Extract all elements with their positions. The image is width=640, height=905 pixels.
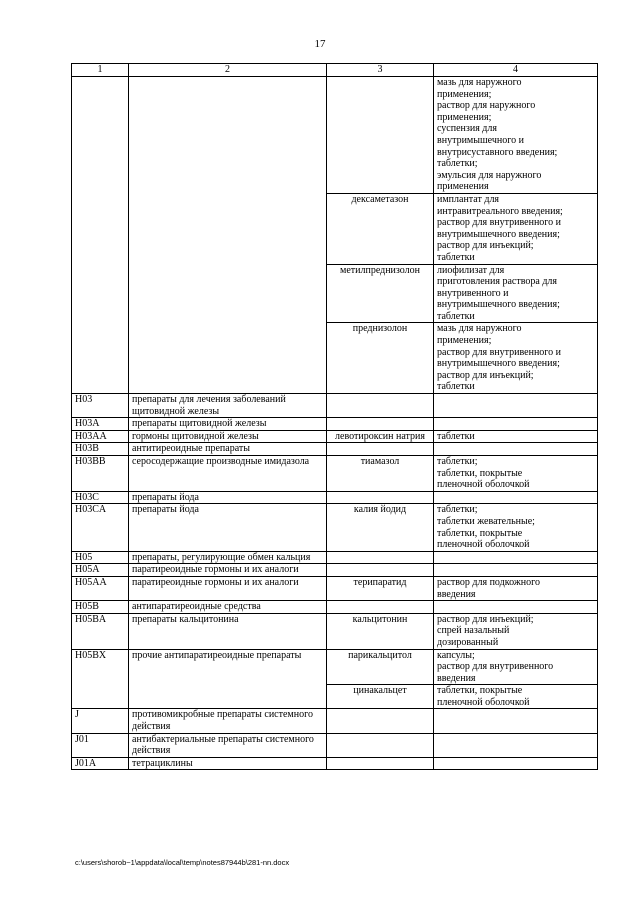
dosage-form-cell: мазь для наружного применения; раствор для наружного применения; суспензия для внутримышечного и внутрисуставного введения; таблетки; эмульсия для наружного применения xyxy=(434,77,598,194)
atc-code-cell: H03A xyxy=(72,418,129,431)
dosage-form-cell: капсулы; раствор для внутривенного введения xyxy=(434,649,598,685)
dosage-form-cell: раствор для инъекций; спрей назальный дозированный xyxy=(434,613,598,649)
dosage-form-cell: раствор для подкожного введения xyxy=(434,576,598,600)
inn-cell xyxy=(327,394,434,418)
anatomical-group-cell: тетрациклины xyxy=(129,757,327,770)
table-row xyxy=(72,613,598,649)
table-body xyxy=(72,77,598,770)
inn-cell: левотироксин натрия xyxy=(327,430,434,443)
table-header-row xyxy=(72,64,598,77)
table-row xyxy=(72,491,598,504)
column-header-inn: 3 xyxy=(327,64,434,77)
table-row xyxy=(72,709,598,733)
inn-cell: терипаратид xyxy=(327,576,434,600)
dosage-form-cell: таблетки, покрытые пленочной оболочкой xyxy=(434,685,598,709)
column-header-code: 1 xyxy=(72,64,129,77)
inn-cell xyxy=(327,601,434,614)
inn-cell xyxy=(327,551,434,564)
dosage-form-cell xyxy=(434,733,598,757)
anatomical-group-cell: антипаратиреоидные средства xyxy=(129,601,327,614)
atc-code-cell: H05B xyxy=(72,601,129,614)
atc-code-cell: H03C xyxy=(72,491,129,504)
table-row xyxy=(72,456,598,492)
dosage-form-cell xyxy=(434,601,598,614)
dosage-form-cell xyxy=(434,443,598,456)
anatomical-group-cell: препараты, регулирующие обмен кальция xyxy=(129,551,327,564)
table-row xyxy=(72,394,598,418)
dosage-form-cell: таблетки; таблетки, покрытые пленочной оболочкой xyxy=(434,456,598,492)
atc-code-cell: J01A xyxy=(72,757,129,770)
atc-code-cell: H05BA xyxy=(72,613,129,649)
inn-cell xyxy=(327,443,434,456)
inn-cell xyxy=(327,733,434,757)
anatomical-group-cell: препараты кальцитонина xyxy=(129,613,327,649)
atc-code-cell: J xyxy=(72,709,129,733)
dosage-form-cell xyxy=(434,709,598,733)
inn-cell: метилпреднизолон xyxy=(327,264,434,323)
dosage-form-cell: таблетки xyxy=(434,430,598,443)
table-row xyxy=(72,430,598,443)
anatomical-group-cell xyxy=(129,77,327,394)
atc-code-cell: H05 xyxy=(72,551,129,564)
column-header-forms: 4 xyxy=(434,64,598,77)
atc-code-cell: H03B xyxy=(72,443,129,456)
table-row xyxy=(72,757,598,770)
table-row xyxy=(72,576,598,600)
file-path-footer: c:\users\shorob~1\appdata\local\temp\notes87944b\281-nn.docx xyxy=(75,858,290,867)
inn-cell: кальцитонин xyxy=(327,613,434,649)
dosage-form-cell xyxy=(434,757,598,770)
anatomical-group-cell: паратиреоидные гормоны и их аналоги xyxy=(129,576,327,600)
atc-code-cell: H03CA xyxy=(72,504,129,551)
dosage-form-cell: мазь для наружного применения; раствор для внутривенного и внутримышечного введения; раствор для инъекций; таблетки xyxy=(434,323,598,394)
inn-cell xyxy=(327,757,434,770)
anatomical-group-cell: препараты для лечения заболеваний щитовидной железы xyxy=(129,394,327,418)
anatomical-group-cell: паратиреоидные гормоны и их аналоги xyxy=(129,564,327,577)
atc-code-cell: H05BX xyxy=(72,649,129,709)
table-row xyxy=(72,504,598,551)
anatomical-group-cell: антибактериальные препараты системного действия xyxy=(129,733,327,757)
table-row xyxy=(72,601,598,614)
atc-code-cell xyxy=(72,77,129,394)
dosage-form-cell: таблетки; таблетки жевательные; таблетки, покрытые пленочной оболочкой xyxy=(434,504,598,551)
table-row xyxy=(72,551,598,564)
table-row xyxy=(72,418,598,431)
inn-cell: калия йодид xyxy=(327,504,434,551)
anatomical-group-cell: препараты йода xyxy=(129,491,327,504)
dosage-form-cell: имплантат для интравитреального введения; раствор для внутривенного и внутримышечного введения; раствор для инъекций; таблетки xyxy=(434,193,598,264)
inn-cell xyxy=(327,491,434,504)
atc-code-cell: H03 xyxy=(72,394,129,418)
inn-cell xyxy=(327,564,434,577)
atc-code-cell: H03AA xyxy=(72,430,129,443)
atc-code-cell: J01 xyxy=(72,733,129,757)
anatomical-group-cell: антитиреоидные препараты xyxy=(129,443,327,456)
dosage-form-cell xyxy=(434,418,598,431)
inn-cell: тиамазол xyxy=(327,456,434,492)
inn-cell: преднизолон xyxy=(327,323,434,394)
table-row xyxy=(72,77,598,194)
inn-cell: цинакальцет xyxy=(327,685,434,709)
medication-table xyxy=(71,63,598,770)
anatomical-group-cell: противомикробные препараты системного действия xyxy=(129,709,327,733)
inn-cell xyxy=(327,418,434,431)
dosage-form-cell xyxy=(434,491,598,504)
inn-cell: дексаметазон xyxy=(327,193,434,264)
anatomical-group-cell: серосодержащие производные имидазола xyxy=(129,456,327,492)
anatomical-group-cell: прочие антипаратиреоидные препараты xyxy=(129,649,327,709)
table-row xyxy=(72,649,598,685)
dosage-form-cell xyxy=(434,394,598,418)
inn-cell: парикальцитол xyxy=(327,649,434,685)
table-row xyxy=(72,733,598,757)
dosage-form-cell: лиофилизат для приготовления раствора для внутривенного и внутримышечного введения; таблетки xyxy=(434,264,598,323)
dosage-form-cell xyxy=(434,551,598,564)
table-row xyxy=(72,564,598,577)
anatomical-group-cell: препараты щитовидной железы xyxy=(129,418,327,431)
column-header-group: 2 xyxy=(129,64,327,77)
atc-code-cell: H05AA xyxy=(72,576,129,600)
inn-cell xyxy=(327,709,434,733)
atc-code-cell: H03BB xyxy=(72,456,129,492)
dosage-form-cell xyxy=(434,564,598,577)
atc-code-cell: H05A xyxy=(72,564,129,577)
table-row xyxy=(72,443,598,456)
anatomical-group-cell: препараты йода xyxy=(129,504,327,551)
anatomical-group-cell: гормоны щитовидной железы xyxy=(129,430,327,443)
page-number: 17 xyxy=(314,38,326,50)
inn-cell xyxy=(327,77,434,194)
